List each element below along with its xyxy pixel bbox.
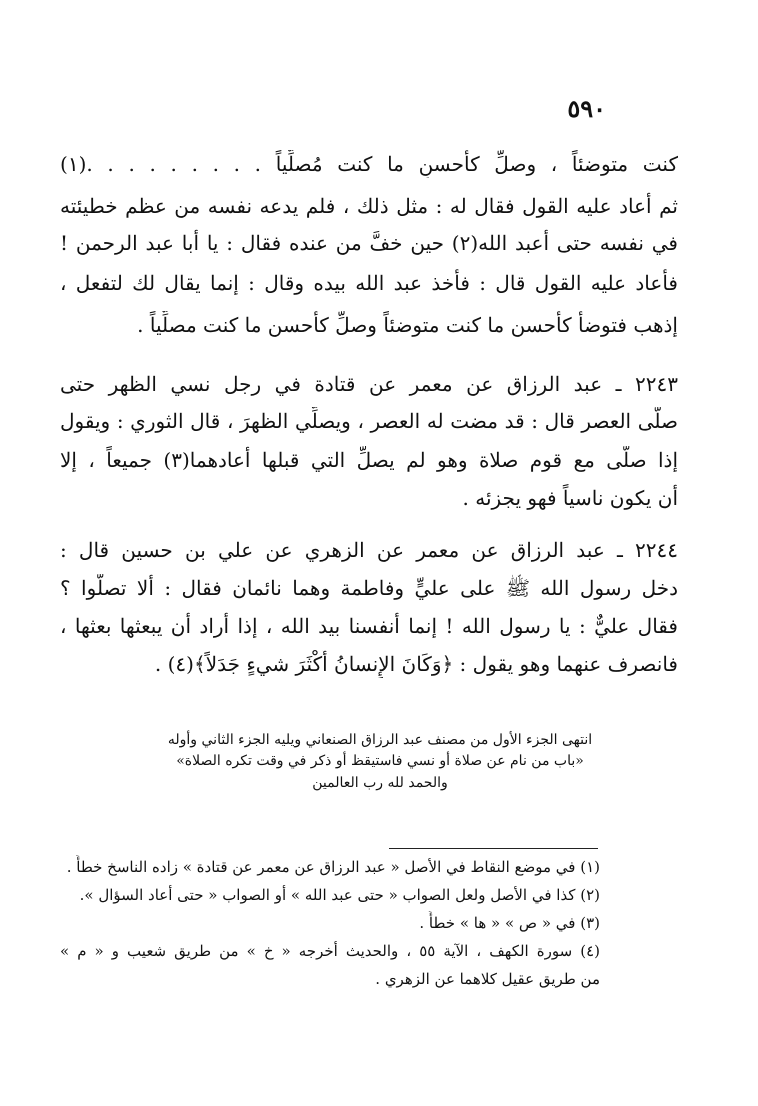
hadith-2243-line: صلَّى العصر قال : قد مضت له العصر ، ويصلِّي الظهرَ ، قال الثوري : ويقول [60,409,678,433]
footnote: (٤) سورة الكهف ، الآية ٥٥ ، والحديث أخرجه « خ » من طريق شعيب و « م » [60,942,600,960]
hadith-2243-line: إذا صلَّى مع قوم صلاة وهو لم يصلِّ التي قبلها أعادهما(٣) جميعاً ، إلا [60,448,678,472]
text-line: فأعاد عليه القول قال : فأخذ عبد الله بيده وقال : إنما يقال لك لتفعل ، [60,271,678,295]
hadith-2244-line: فانصرف عنهما وهو يقول : ﴿وَكَانَ الإِنسانُ أَكْثَرَ شيءٍ جَدَلاً﴾(٤) . [154,652,678,676]
text-line: ثم أعاد عليه القول فقال له : مثل ذلك ، فلم يدعه نفسه من عظم خطيئته [60,194,678,218]
text-line: كنت متوضئاً ، وصلِّ كأحسنِ ما كنت مُصلِّياً . . . . . . . . .(١) [60,152,678,176]
page-number: ٥٩٠ [567,94,606,123]
hadith-2243-line: ٢٢٤٣ ـ عبد الرزاق عن معمر عن قتادة في رجل نسي الظهر حتى [60,372,678,396]
footnote: (٢) كذا في الأصل ولعل الصواب « حتى عبد الله » أو الصواب « حتى أعاد السؤال ». [79,886,600,904]
hadith-2244-line: فقال عليٌّ : يا رسول الله ! إنما أنفسنا بيد الله ، إذا أراد أن يبعثها بعثها ، [60,614,678,638]
footnote-divider [389,848,598,849]
text-line: إذهب فتوضأ كأحسن ما كنت متوضئاً وصلِّ كأحسن ما كنت مصلِّياً . [137,313,678,337]
hadith-2243-line: أن يكون ناسياً فهو يجزئه . [462,486,678,510]
footnote: من طريق عقيل كلاهما عن الزهري . [375,970,600,988]
hadith-2244-line: دخل رسول الله ﷺ على عليٍّ وفاطمة وهما نائمان فقال : ألا تصلُّوا ؟ [60,576,678,600]
colophon-line: انتهى الجزء الأول من مصنف عبد الرزاق الصنعاني ويليه الجزء الثاني وأوله [167,732,593,748]
hadith-2244-line: ٢٢٤٤ ـ عبد الرزاق عن معمر عن الزهري عن علي بن حسين قال : [60,538,678,562]
text-line: في نفسه حتى أعبد الله(٢) حين خفَّ من عنده فقال : يا أبا عبد الرحمن ! [60,231,678,255]
footnote: (٣) في « ص » « ها » خطأً . [419,914,600,932]
footnote: (١) في موضع النقاط في الأصل « عبد الرزاق عن معمر عن قتادة » زاده الناسخ خطأً . [66,858,600,876]
colophon-line: «باب من نام عن صلاة أو نسي فاستيقظ أو ذكر في وقت تكره الصلاة» [176,753,584,769]
colophon-line: والحمد لله رب العالمين [312,775,448,791]
